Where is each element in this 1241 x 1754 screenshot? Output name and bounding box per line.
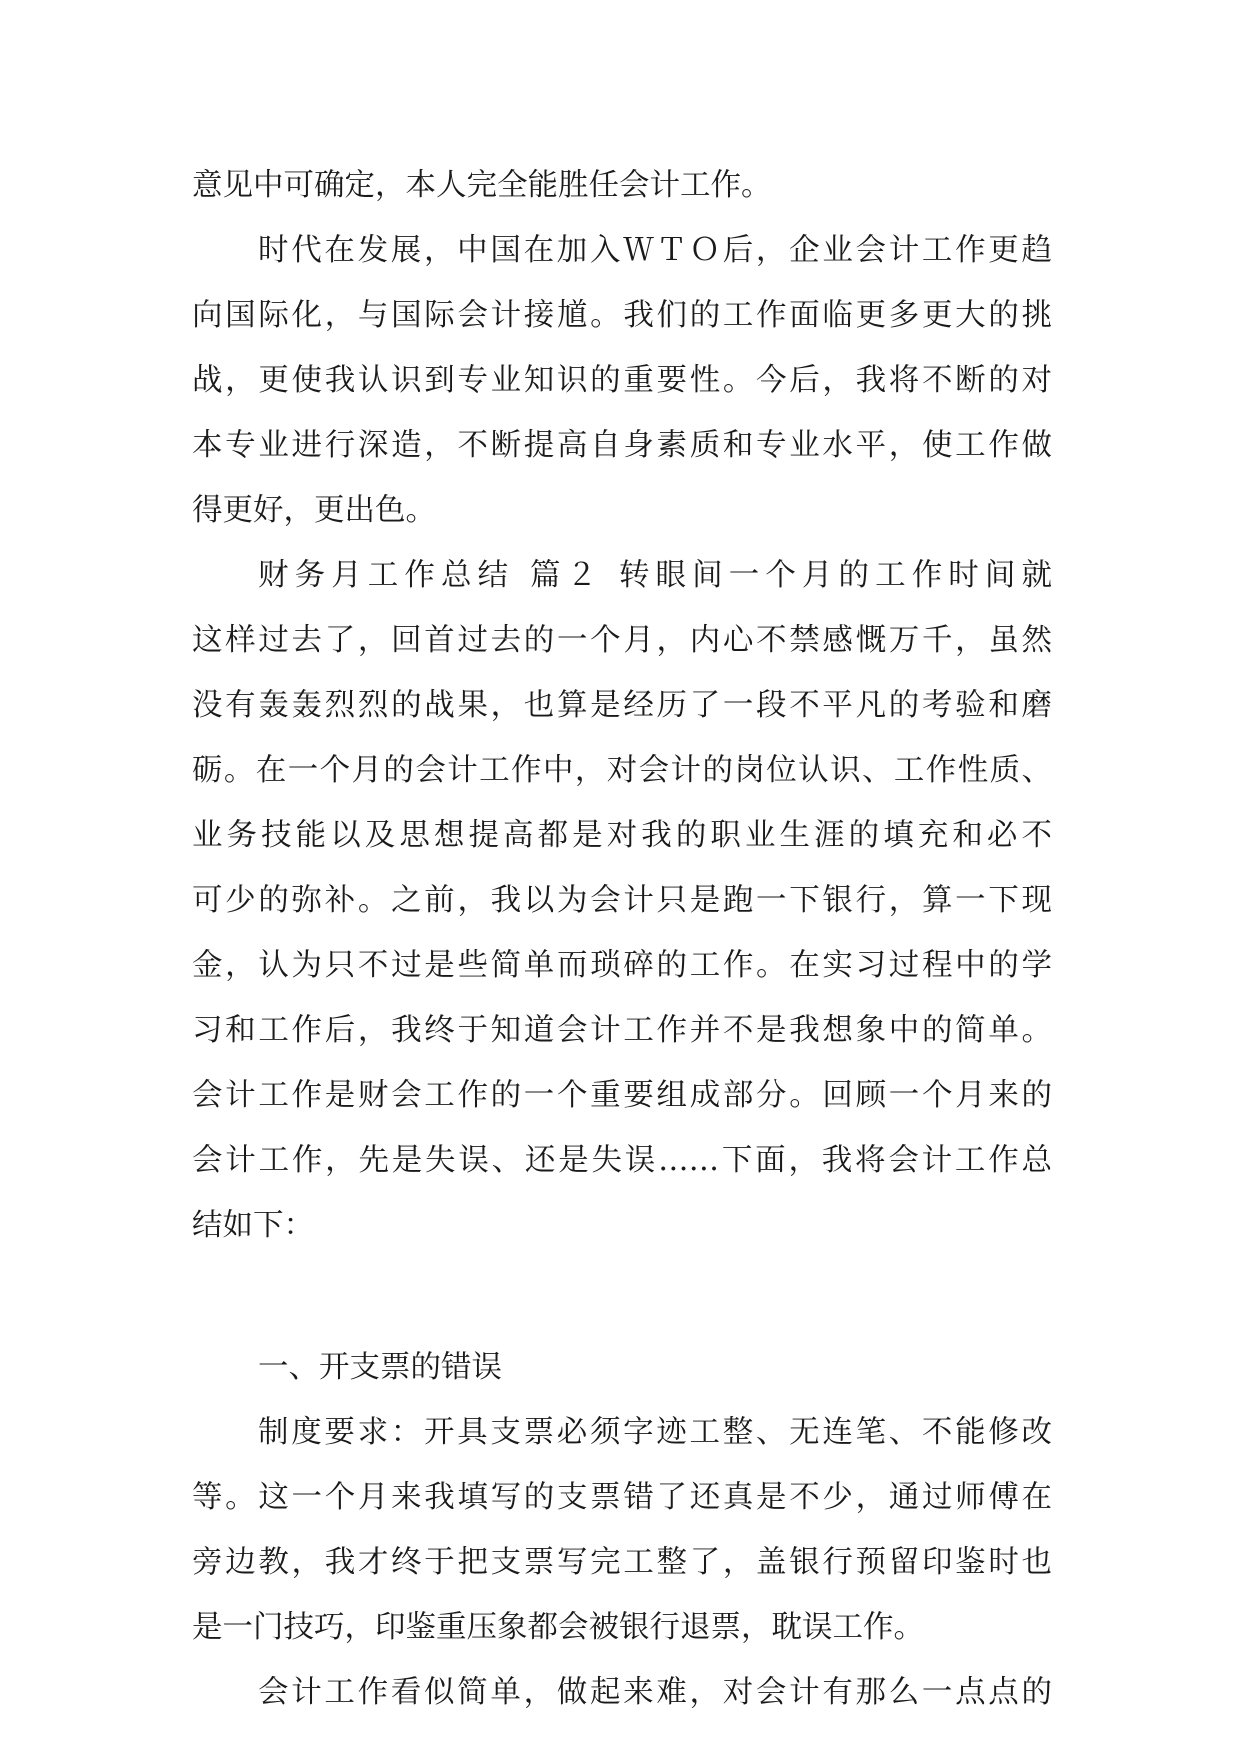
text-line-8: 这样过去了，回首过去的一个月，内心不禁感慨万千，虽然 (192, 623, 1052, 658)
text-line-16: 会计工作，先是失误、还是失误……下面，我将会计工作总 (192, 1143, 1052, 1178)
text-line-21: 旁边教，我才终于把支票写完工整了，盖银行预留印鉴时也 (192, 1545, 1052, 1580)
text-line-2: 时代在发展，中国在加入ＷＴＯ后，企业会计工作更趋 (258, 233, 1052, 268)
text-line-19: 制度要求：开具支票必须字迹工整、无连笔、不能修改 (258, 1415, 1052, 1450)
text-line-3: 向国际化，与国际会计接馗。我们的工作面临更多更大的挑 (192, 298, 1052, 333)
text-line-20: 等。这一个月来我填写的支票错了还真是不少，通过师傅在 (192, 1480, 1052, 1515)
text-line-14: 习和工作后，我终于知道会计工作并不是我想象中的简单。 (192, 1013, 1052, 1048)
text-line-17: 结如下： (192, 1208, 314, 1243)
text-line-15: 会计工作是财会工作的一个重要组成部分。回顾一个月来的 (192, 1078, 1052, 1113)
text-line-6: 得更好，更出色。 (192, 493, 436, 528)
text-line-5: 本专业进行深造，不断提高自身素质和专业水平，使工作做 (192, 428, 1052, 463)
text-line-23: 会计工作看似简单，做起来难，对会计有那么一点点的 (258, 1675, 1052, 1710)
text-line-12: 可少的弥补。之前，我以为会计只是跑一下银行，算一下现 (192, 883, 1052, 918)
text-line-11: 业务技能以及思想提高都是对我的职业生涯的填充和必不 (192, 818, 1052, 853)
text-line-10: 砺。在一个月的会计工作中，对会计的岗位认识、工作性质、 (192, 753, 1052, 788)
section-heading: 一、开支票的错误 (258, 1350, 502, 1385)
text-line-9: 没有轰轰烈烈的战果，也算是经历了一段不平凡的考验和磨 (192, 688, 1052, 723)
text-line-7: 财务月工作总结 篇２ 转眼间一个月的工作时间就 (258, 558, 1052, 593)
text-line-1: 意见中可确定，本人完全能胜任会计工作。 (192, 168, 772, 203)
text-line-13: 金，认为只不过是些简单而琐碎的工作。在实习过程中的学 (192, 948, 1052, 983)
text-line-4: 战，更使我认识到专业知识的重要性。今后，我将不断的对 (192, 363, 1052, 398)
text-line-22: 是一门技巧，印鉴重压象都会被银行退票，耽误工作。 (192, 1610, 924, 1645)
